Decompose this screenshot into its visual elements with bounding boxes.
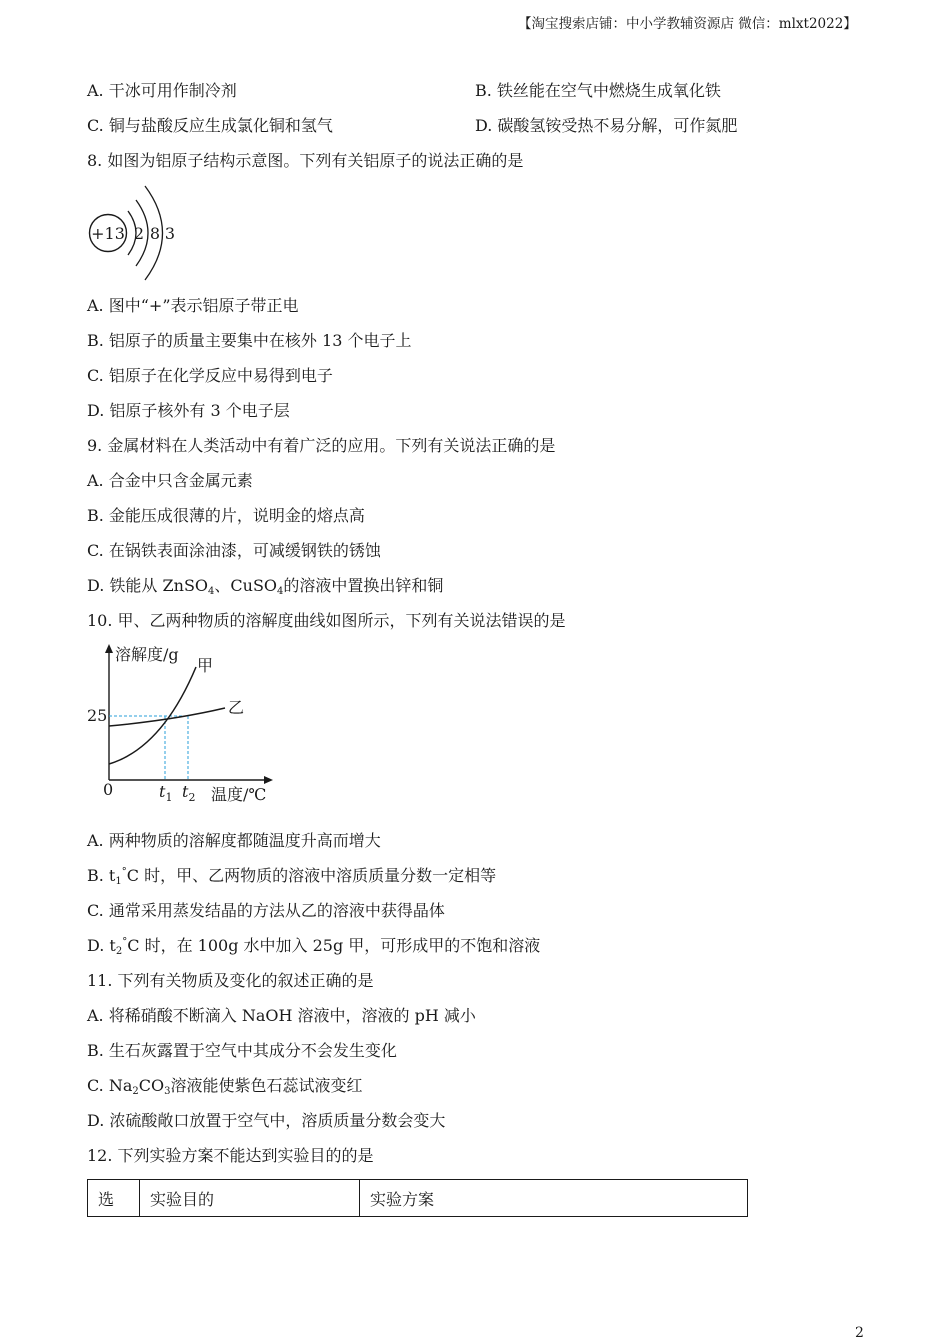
q11-option-d: D. 浓硫酸敞口放置于空气中，溶质质量分数会变大 — [87, 1111, 446, 1130]
q10-option-c: C. 通常采用蒸发结晶的方法从乙的溶液中获得晶体 — [87, 901, 445, 920]
y-axis-arrow — [105, 644, 113, 653]
q9-option-d: D. 铁能从 ZnSO$_4$、CuSO$_4$的溶液中置换出锌和铜 — [87, 576, 444, 597]
y-tick-25: 25 — [87, 706, 108, 725]
shell-2-electrons: 8 — [149, 224, 161, 243]
q11-option-c: C. $Na_2CO_3$溶液能使紫色石蕊试液变红 — [87, 1076, 363, 1097]
q7-option-c: C. 铜与盐酸反应生成氯化铜和氢气 — [87, 116, 333, 135]
q8-stem: 8. 如图为铝原子结构示意图。下列有关铝原子的说法正确的是 — [87, 151, 524, 170]
x-tick-t2: $t_2$ — [182, 782, 196, 804]
q11-stem: 11. 下列有关物质及变化的叙述正确的是 — [87, 971, 374, 990]
nucleus-charge: +13 — [91, 224, 125, 243]
table-header-option: 选 — [88, 1180, 140, 1217]
x-tick-t1: $t_1$ — [159, 782, 173, 804]
q7-option-a: A. 干冰可用作制冷剂 — [87, 81, 237, 100]
header-watermark: 【淘宝搜索店铺：中小学教辅资源店 微信：mlxt2022】 — [518, 16, 857, 32]
table-header-plan: 实验方案 — [360, 1180, 748, 1217]
page-number: 2 — [855, 1325, 864, 1341]
q12-table — [87, 1179, 748, 1217]
q10-option-b: B. $t_1^\circ C$ 时，甲、乙两物质的溶液中溶质质量分数一定相等 — [87, 866, 497, 887]
q8-option-b: B. 铝原子的质量主要集中在核外 13 个电子上 — [87, 331, 412, 350]
q7-option-b: B. 铁丝能在空气中燃烧生成氧化铁 — [475, 81, 721, 100]
solubility-chart — [84, 642, 279, 808]
aluminum-atom-diagram — [84, 180, 184, 286]
q12-stem: 12. 下列实验方案不能达到实验目的的是 — [87, 1146, 374, 1165]
q10-option-d: D. $t_2^\circ C$ 时，在 100g 水中加入 25g 甲，可形成甲的不饱和溶液 — [87, 936, 541, 957]
series-jia-label: 甲 — [197, 656, 214, 675]
q11-option-a: A. 将稀硝酸不断滴入 NaOH 溶液中，溶液的 pH 减小 — [87, 1006, 476, 1025]
shell-3-electrons: 3 — [164, 224, 176, 243]
series-yi-curve — [109, 708, 225, 726]
q10-stem: 10. 甲、乙两种物质的溶解度曲线如图所示，下列有关说法错误的是 — [87, 611, 566, 630]
x-axis-arrow — [264, 776, 273, 784]
q8-option-a: A. 图中“+”表示铝原子带正电 — [87, 296, 299, 315]
origin-label: 0 — [103, 780, 114, 799]
q7-option-d: D. 碳酸氢铵受热不易分解，可作氮肥 — [475, 116, 738, 135]
table-header-row — [88, 1180, 748, 1217]
q8-option-d: D. 铝原子核外有 3 个电子层 — [87, 401, 290, 420]
q11-option-b: B. 生石灰露置于空气中其成分不会发生变化 — [87, 1041, 397, 1060]
y-axis-label: 溶解度/g — [115, 645, 179, 664]
table-header-purpose: 实验目的 — [140, 1180, 360, 1217]
series-yi-label: 乙 — [228, 698, 245, 717]
q9-option-c: C. 在锅铁表面涂油漆，可减缓钢铁的锈蚀 — [87, 541, 381, 560]
q9-option-b: B. 金能压成很薄的片，说明金的熔点高 — [87, 506, 365, 525]
q9-option-a: A. 合金中只含金属元素 — [87, 471, 253, 490]
q8-option-c: C. 铝原子在化学反应中易得到电子 — [87, 366, 333, 385]
q10-option-a: A. 两种物质的溶解度都随温度升高而增大 — [87, 831, 381, 850]
shell-1-electrons: 2 — [133, 224, 145, 243]
x-axis-label: 温度/℃ — [211, 785, 267, 804]
series-jia-curve — [109, 667, 196, 764]
q9-stem: 9. 金属材料在人类活动中有着广泛的应用。下列有关说法正确的是 — [87, 436, 556, 455]
